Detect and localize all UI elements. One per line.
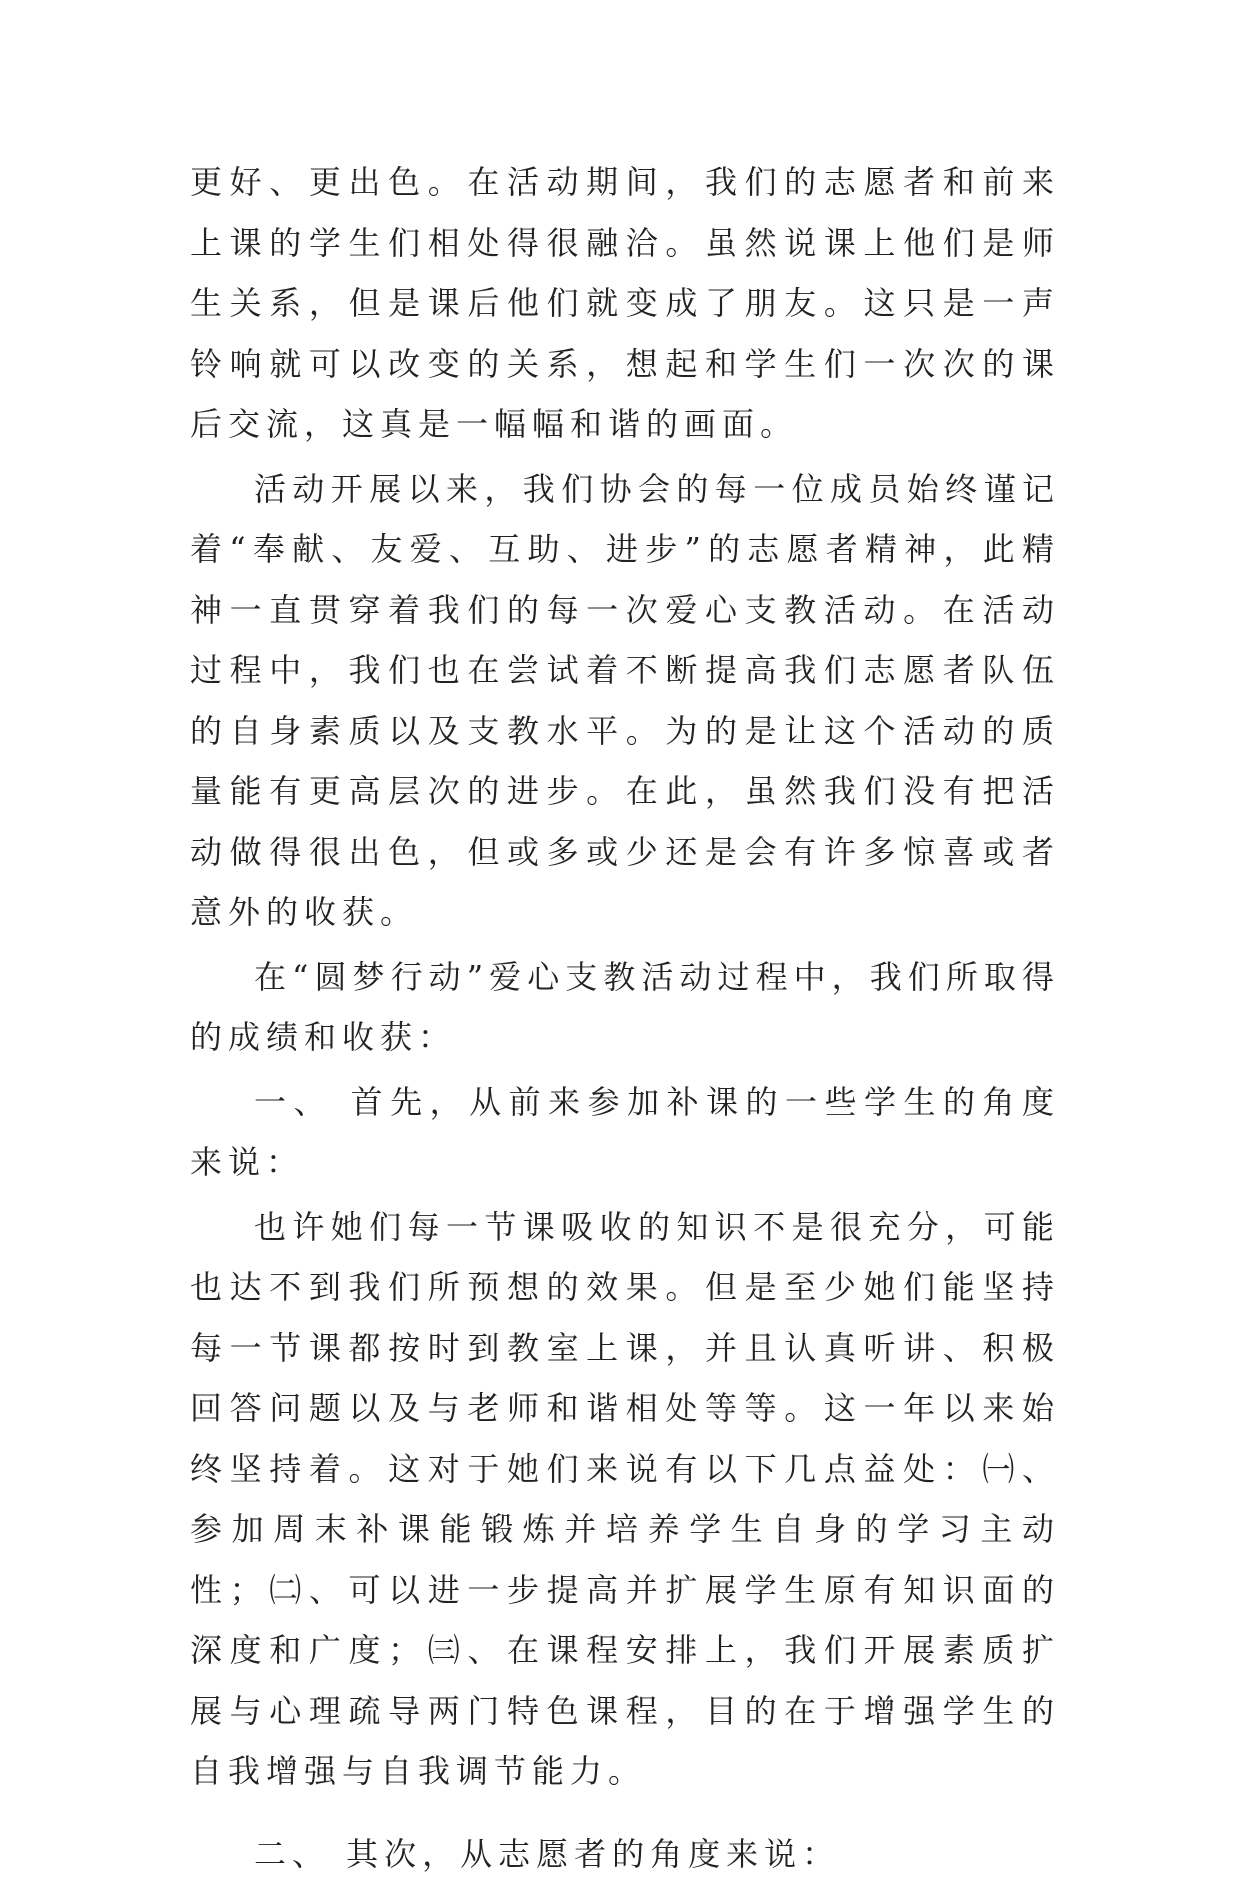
document-body: [190, 152, 1060, 1884]
paragraph-4: 也许她们每一节课吸收的知识不是很充分，可能也达不到我们所预想的效果。但是至少她们能坚持每一节课都按时到教室上课，并且认真听讲、积极回答问题以及与老师和谐相处等等。这一年以来始终坚持着。这对于她们来说有以下几点益处：㈠、参加周末补课能锻炼并培养学生自身的学习主动性；㈡、可以进一步提高并扩展学生原有知识面的深度和广度；㈢、在课程安排上，我们开展素质扩展与心理疏导两门特色课程，目的在于增强学生的自我增强与自我调节能力。: [190, 1197, 1060, 1802]
paragraph-1: 更好、更出色。在活动期间，我们的志愿者和前来上课的学生们相处得很融洽。虽然说课上他们是师生关系，但是课后他们就变成了朋友。这只是一声铃响就可以改变的关系，想起和学生们一次次的课后交流，这真是一幅幅和谐的画面。: [190, 152, 1060, 455]
section-heading-1: 一、 首先，从前来参加补课的一些学生的角度来说：: [190, 1072, 1060, 1193]
paragraph-2: 活动开展以来，我们协会的每一位成员始终谨记着“奉献、友爱、互助、进步”的志愿者精神，此精神一直贯穿着我们的每一次爱心支教活动。在活动过程中，我们也在尝试着不断提高我们志愿者队伍的自身素质以及支教水平。为的是让这个活动的质量能有更高层次的进步。在此，虽然我们没有把活动做得很出色，但或多或少还是会有许多惊喜或者意外的收获。: [190, 459, 1060, 943]
section-heading-2: 二、 其次，从志愿者的角度来说：: [190, 1824, 1060, 1884]
paragraph-3: 在“圆梦行动”爱心支教活动过程中，我们所取得的成绩和收获：: [190, 947, 1060, 1068]
